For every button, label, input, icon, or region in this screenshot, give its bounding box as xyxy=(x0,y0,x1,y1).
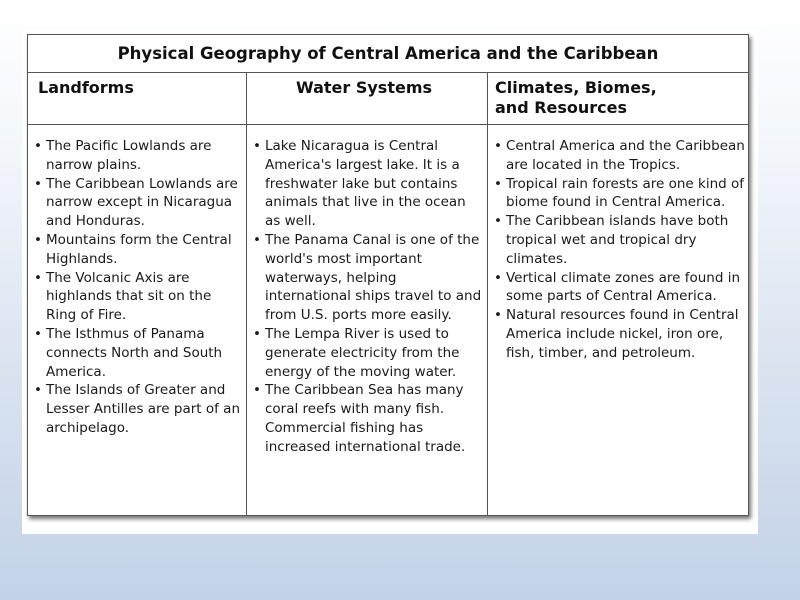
geography-table xyxy=(27,34,749,516)
landforms-list xyxy=(34,137,244,438)
header-climates-biomes-resources: Climates, Biomes, and Resources xyxy=(495,78,657,117)
list-item: • The Panama Canal is one of the world's most important waterways, helping international ships travel to and from U.S. ports more easily. xyxy=(253,231,482,324)
list-item: • The Caribbean Lowlands are narrow except in Nicaragua and Honduras. xyxy=(34,175,238,230)
table-title: Physical Geography of Central America and the Caribbean xyxy=(28,35,748,73)
list-item: • The Lempa River is used to generate electricity from the energy of the moving water. xyxy=(253,325,460,380)
list-item: • The Pacific Lowlands are narrow plains. xyxy=(34,138,212,173)
header-landforms: Landforms xyxy=(38,78,134,97)
list-item: • Central America and the Caribbean are located in the Tropics. xyxy=(494,138,745,173)
list-item: • Tropical rain forests are one kind of biome found in Central America. xyxy=(494,175,745,211)
climates-biomes-resources-list xyxy=(494,137,748,363)
header-row xyxy=(28,73,748,125)
list-item: • Mountains form the Central Highlands. xyxy=(34,231,232,267)
column-divider xyxy=(487,73,488,515)
list-item: • The Isthmus of Panama connects North and South America. xyxy=(34,325,223,380)
column-divider xyxy=(246,73,247,515)
list-item: • Natural resources found in Central America include nickel, iron ore, fish, timber, and petroleum. xyxy=(494,307,739,361)
water-systems-list xyxy=(253,137,485,457)
list-item: • The Caribbean Sea has many coral reefs with many fish. Commercial fishing has increased international trade. xyxy=(253,382,466,455)
header-water-systems: Water Systems xyxy=(296,78,433,97)
list-item: • Vertical climate zones are found in some parts of Central America. xyxy=(494,269,741,305)
slide-panel xyxy=(22,30,758,534)
list-item: • Lake Nicaragua is Central America's largest lake. It is a freshwater lake but contains animals that live in the ocean as well. xyxy=(253,138,466,230)
list-item: • The Volcanic Axis are highlands that sit on the Ring of Fire. xyxy=(34,269,212,324)
list-item: • The Islands of Greater and Lesser Antilles are part of an archipelago. xyxy=(34,382,241,436)
list-item: • The Caribbean islands have both tropical wet and tropical dry climates. xyxy=(494,213,729,267)
